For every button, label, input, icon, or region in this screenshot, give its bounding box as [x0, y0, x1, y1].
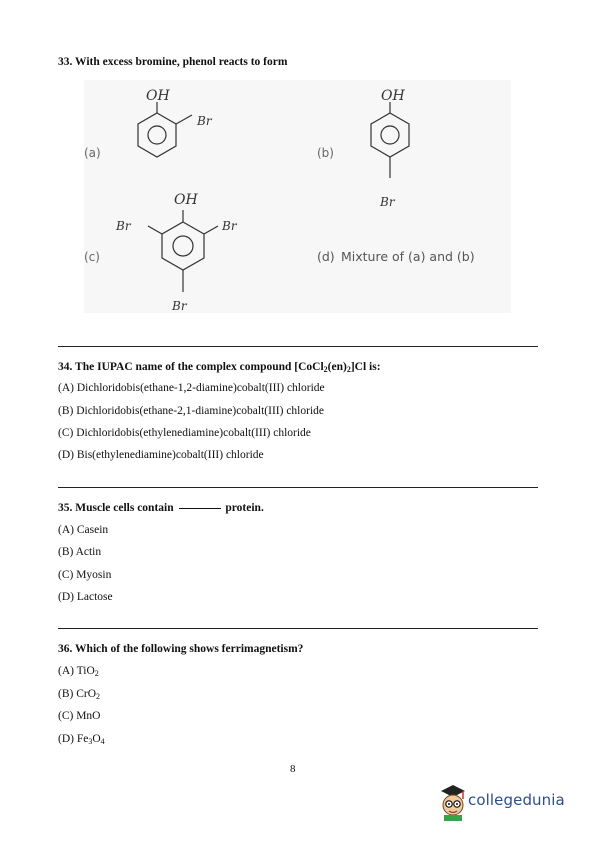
divider — [58, 487, 538, 488]
divider — [58, 346, 538, 347]
figure-c-br-bottom: Br — [172, 299, 187, 313]
question-36-title: 36. Which of the following shows ferrimagnetism? — [58, 643, 304, 655]
figure-b-oh-label: OH — [381, 88, 405, 104]
question-33-figure — [84, 80, 511, 313]
figure-c-br-left: Br — [116, 219, 131, 233]
question-36-option-b: (B) CrO$_2$ — [58, 688, 101, 701]
question-36-option-d: (D) $Fe_3O_4$ — [58, 733, 105, 746]
benzene-ring-c — [148, 210, 218, 292]
question-34-option-b: (B) Dichloridobis(ethane-2,1-diamine)cobalt(III) chloride — [58, 405, 324, 417]
question-34-option-c: (C) Dichloridobis(ethylenediamine)cobalt(III) chloride — [58, 427, 311, 439]
answer-blank — [179, 508, 221, 509]
figure-option-d-text: Mixture of (a) and (b) — [341, 249, 475, 264]
question-36-option-c: (C) MnO — [58, 710, 101, 722]
question-35-option-b: (B) Actin — [58, 546, 102, 558]
question-36-option-a: (A) TiO$_2$ — [58, 665, 99, 678]
question-34-title: 34. The IUPAC name of the complex compound $[CoCl_2(en)_2]Cl$ is: — [58, 361, 381, 374]
question-35-option-a: (A) Casein — [58, 524, 109, 536]
question-35-title: 35. Muscle cells contain protein. — [58, 502, 264, 514]
divider — [58, 628, 538, 629]
figure-label-d: (d) — [317, 249, 335, 264]
mascot-icon — [438, 782, 468, 822]
figure-a-oh-label: OH — [146, 88, 170, 104]
figure-c-oh-label: OH — [174, 192, 198, 208]
figure-b-br-label: Br — [380, 195, 395, 209]
page-number: 8 — [290, 763, 296, 775]
figure-label-c: (c) — [84, 250, 100, 264]
question-34-option-a: (A) Dichloridobis(ethane-1,2-diamine)cobalt(III) chloride — [58, 382, 325, 394]
figure-c-br-right: Br — [222, 219, 237, 233]
question-35-option-d: (D) Lactose — [58, 591, 113, 603]
figure-a-br-label: Br — [197, 114, 212, 128]
figure-label-a: (a) — [84, 146, 101, 160]
figure-label-b: (b) — [317, 146, 334, 160]
question-34-option-d: (D) Bis(ethylenediamine)cobalt(III) chloride — [58, 449, 264, 461]
benzene-ring-b — [371, 102, 409, 178]
benzene-ring-a — [138, 102, 192, 157]
question-33-title: 33. With excess bromine, phenol reacts to form — [58, 56, 288, 68]
collegedunia-logo: collegedunia — [438, 782, 578, 822]
question-35-option-c: (C) Myosin — [58, 569, 112, 581]
